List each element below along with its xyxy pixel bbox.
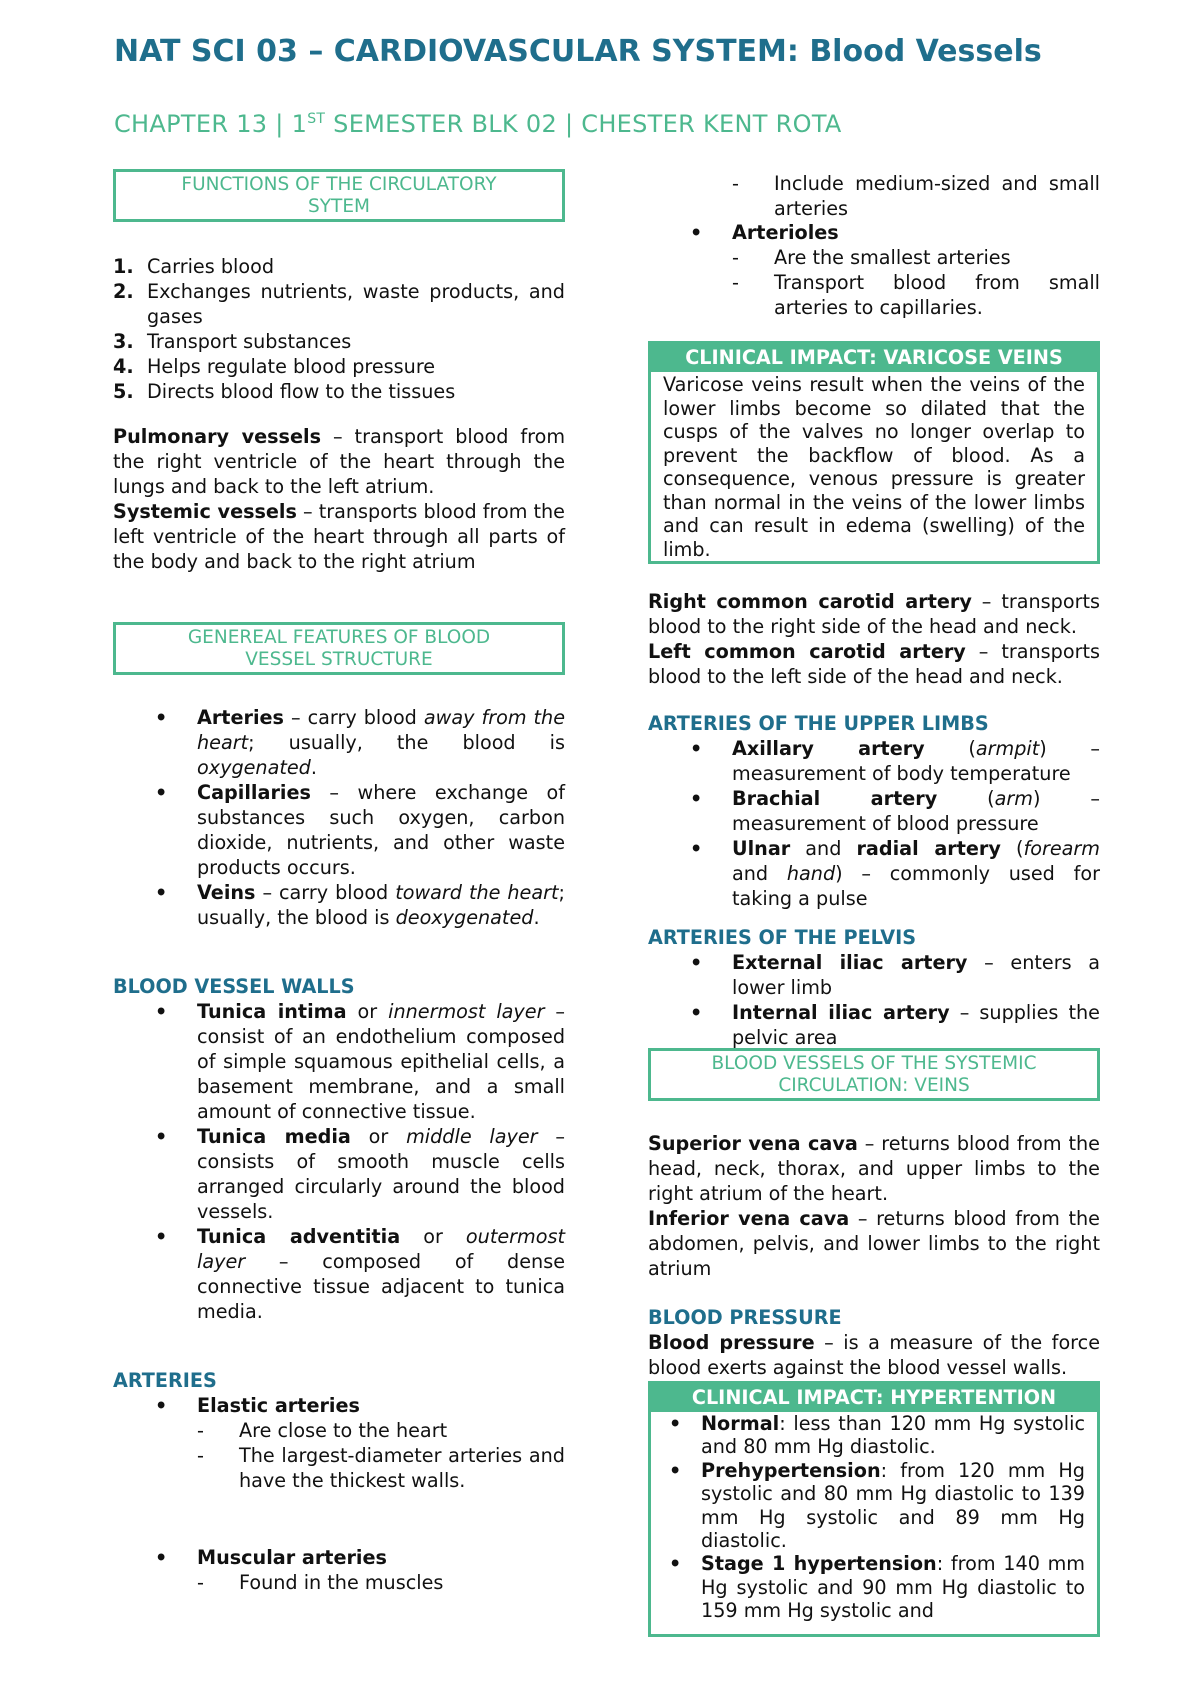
functions-box-line-2: SYTEM [308, 196, 370, 217]
superior-term: Superior vena cava [648, 1132, 858, 1155]
brachial-term: Brachial artery [732, 787, 938, 810]
wall-text: or [400, 1225, 466, 1248]
brachial-text: ( [937, 787, 995, 810]
wall-text: – consist of an endothelium composed of simple squamous epithelial cells, a basement membrane, and a small amount of connective tissue. [197, 1000, 565, 1123]
list-item [113, 379, 565, 404]
varicose-veins-text: Varicose veins result when the veins of the lower limbs become so dilated that the cusps of the valves no longer overlap to prevent the backflow of blood. As a consequence, venous pressure is greater than normal in the veins of the lower limbs and can result in edema (swelling) of the limb. [663, 373, 1085, 561]
bp-text: – is a measure of the force blood exerts against the blood vessel walls. [648, 1331, 1100, 1379]
list-item [648, 786, 1100, 836]
veins-emphasis: toward the heart [395, 881, 559, 904]
list-item [113, 354, 565, 379]
arteries-text: . [310, 756, 317, 779]
wall-text: – composed of dense connective tissue adjacent to tunica media. [197, 1250, 565, 1323]
arteries-text: – carry blood [283, 706, 424, 729]
systemic-term: Systemic vessels [113, 500, 297, 523]
right-carotid-text: – transports blood to the right side of the head and neck. [648, 590, 1100, 638]
features-list [113, 705, 565, 930]
axillary-emphasis: armpit [975, 737, 1040, 760]
functions-box-line-1: FUNCTIONS OF THE CIRCULATORY [181, 174, 497, 195]
pelvis-term: Internal iliac artery [732, 1001, 950, 1024]
list-item [113, 329, 565, 354]
features-box-line-1: GENEREAL FEATURES OF BLOOD [187, 627, 491, 648]
wall-alt: middle layer [406, 1125, 538, 1148]
list-item [113, 1393, 565, 1493]
ulnar-text: ( [1000, 837, 1024, 860]
inferior-vena-cava-definition [648, 1206, 1100, 1281]
arteries-emphasis: away from the heart [197, 706, 566, 754]
list-item [648, 1000, 1100, 1050]
capillaries-term: Capillaries [197, 781, 311, 804]
pulmonary-term: Pulmonary vessels [113, 425, 321, 448]
superior-text: – returns blood from the head, neck, thorax, and upper limbs to the right atrium of the heart. [648, 1132, 1100, 1205]
item-number: 2. [113, 280, 134, 303]
list-item [651, 1459, 1085, 1553]
wall-text: or [350, 1125, 407, 1148]
elastic-sublist [197, 1418, 565, 1493]
elastic-term: Elastic arteries [197, 1394, 360, 1417]
bp-range: : less than 120 mm Hg systolic and 80 mm Hg diastolic. [701, 1412, 1085, 1459]
item-text: Helps regulate blood pressure [147, 355, 436, 378]
list-item [648, 836, 1100, 911]
systemic-definition [113, 499, 565, 574]
veins-box-line-2: CIRCULATION: VEINS [778, 1075, 970, 1096]
item-number: 4. [113, 355, 134, 378]
hypertension-box [648, 1381, 1100, 1637]
list-item [113, 1224, 565, 1324]
axillary-term: Axillary artery [732, 737, 925, 760]
walls-list [113, 999, 565, 1324]
hypertension-list [651, 1412, 1097, 1623]
list-item: - Are the smallest arteries [648, 245, 1100, 270]
inferior-text: – returns blood from the abdomen, pelvis, and lower limbs to the right atrium [648, 1207, 1100, 1280]
list-item [113, 1545, 565, 1595]
muscular-continued-list [732, 171, 1100, 221]
arteries-heading: ARTERIES [113, 1369, 217, 1392]
pulmonary-definition [113, 424, 565, 499]
left-carotid-text: – transports blood to the left side of the head and neck. [648, 640, 1100, 688]
functions-section-box [113, 169, 565, 222]
subtitle-chapter: CHAPTER 13 | 1 [114, 110, 308, 138]
list-item [651, 1412, 1085, 1459]
carotid-definitions [648, 589, 1100, 689]
bp-range: : from 140 mm Hg systolic and 90 mm Hg diastolic to 159 mm Hg systolic and [701, 1552, 1086, 1623]
list-item: - Transport blood from small arteries to capillaries. [648, 270, 1100, 320]
wall-alt: innermost layer [388, 1000, 545, 1023]
arterioles-sublist [732, 245, 1100, 320]
wall-term: Tunica intima [197, 1000, 347, 1023]
features-section-box [113, 622, 565, 675]
subtitle-superscript: ST [307, 111, 326, 127]
ulnar-text: and [732, 862, 787, 885]
item-number: 1. [113, 255, 134, 278]
item-text: Carries blood [147, 255, 274, 278]
list-item [648, 736, 1100, 786]
walls-heading: BLOOD VESSEL WALLS [113, 975, 355, 998]
item-number: 3. [113, 330, 134, 353]
wall-term: Tunica media [197, 1125, 351, 1148]
list-item [113, 880, 565, 930]
muscular-sublist [197, 1570, 565, 1595]
page-subtitle [114, 110, 1164, 138]
vessel-definitions [113, 424, 565, 574]
list-item [648, 220, 1100, 320]
blood-pressure-definition [648, 1330, 1100, 1380]
list-item: - Are close to the heart [113, 1418, 565, 1443]
right-carotid-definition [648, 589, 1100, 639]
muscular-arteries-list [113, 1545, 565, 1595]
pelvis-list [648, 950, 1100, 1050]
brachial-emphasis: arm [994, 787, 1033, 810]
list-item: - Include medium-sized and small arteries [732, 171, 1100, 221]
inferior-term: Inferior vena cava [648, 1207, 850, 1230]
item-number: 5. [113, 380, 134, 403]
hypertension-title: CLINICAL IMPACT: HYPERTENTION [651, 1384, 1097, 1412]
arteries-text: ; usually, the blood is [248, 731, 565, 754]
bp-range: : from 120 mm Hg systolic and 80 mm Hg diastolic to 139 mm Hg systolic and 89 mm Hg diastolic. [701, 1458, 1085, 1553]
superior-vena-cava-definition [648, 1131, 1100, 1206]
varicose-veins-box [648, 341, 1100, 564]
wall-text: – consists of smooth muscle cells arranged circularly around the blood vessels. [197, 1125, 565, 1223]
pelvis-term: External iliac artery [732, 951, 968, 974]
ulnar-term: Ulnar [732, 837, 791, 860]
veins-text: . [533, 906, 540, 929]
item-text: Exchanges nutrients, waste products, and gases [147, 280, 565, 328]
arterioles-list [648, 220, 1100, 320]
ulnar-text: and [790, 837, 857, 860]
bp-category: Normal [701, 1412, 780, 1435]
left-carotid-definition [648, 639, 1100, 689]
list-item [113, 780, 565, 880]
upper-limbs-heading: ARTERIES OF THE UPPER LIMBS [648, 712, 989, 735]
vena-cava-definitions [648, 1131, 1100, 1281]
brachial-text: ) – measurement of blood pressure [732, 787, 1100, 835]
upper-limbs-list [648, 736, 1100, 911]
pelvis-heading: ARTERIES OF THE PELVIS [648, 926, 917, 949]
arteries-emphasis: oxygenated [197, 756, 311, 779]
ulnar-emphasis: hand [786, 862, 836, 885]
wall-alt: outermost layer [197, 1225, 565, 1273]
bp-term: Blood pressure [648, 1331, 815, 1354]
list-item [113, 279, 565, 329]
pelvis-text: – enters a lower limb [732, 951, 1101, 999]
veins-text: – carry blood [255, 881, 396, 904]
veins-text: ; usually, the blood is [197, 881, 565, 929]
arterioles-term: Arterioles [732, 221, 839, 244]
pelvis-text: – supplies the pelvic area [732, 1001, 1100, 1049]
ulnar-text: ) – commonly used for taking a pulse [732, 862, 1100, 910]
veins-section-box [648, 1048, 1100, 1101]
list-item [113, 705, 565, 780]
list-item [648, 950, 1100, 1000]
radial-term: radial artery [856, 837, 1001, 860]
capillaries-text: – where exchange of substances such oxygen, carbon dioxide, nutrients, and other waste products occurs. [197, 781, 565, 879]
list-item: - Found in the muscles [113, 1570, 565, 1595]
features-box-line-2: VESSEL STRUCTURE [245, 649, 433, 670]
veins-term: Veins [197, 881, 256, 904]
right-carotid-term: Right common carotid artery [648, 590, 972, 613]
item-text: Transport substances [147, 330, 352, 353]
varicose-veins-title: CLINICAL IMPACT: VARICOSE VEINS [651, 344, 1097, 372]
wall-text: or [346, 1000, 389, 1023]
list-item [113, 999, 565, 1124]
ulnar-emphasis: forearm [1023, 837, 1100, 860]
veins-box-line-1: BLOOD VESSELS OF THE SYSTEMIC [711, 1053, 1037, 1074]
item-text: Directs blood flow to the tissues [147, 380, 456, 403]
page-title: NAT SCI 03 – CARDIOVASCULAR SYSTEM: Blood Vessels [114, 34, 1042, 69]
muscular-term: Muscular arteries [197, 1546, 387, 1569]
functions-list [113, 254, 565, 404]
veins-emphasis: deoxygenated [395, 906, 534, 929]
list-item: - The largest-diameter arteries and have the thickest walls. [113, 1443, 565, 1493]
list-item [113, 254, 565, 279]
arteries-term: Arteries [197, 706, 284, 729]
systemic-text: – transports blood from the left ventricle of the heart through all parts of the body and back to the right atrium [113, 500, 565, 573]
blood-pressure-heading: BLOOD PRESSURE [648, 1306, 842, 1329]
list-item [651, 1552, 1085, 1622]
left-carotid-term: Left common carotid artery [648, 640, 966, 663]
bp-category: Prehypertension [701, 1458, 881, 1482]
subtitle-details: SEMESTER BLK 02 | CHESTER KENT ROTA [325, 110, 842, 138]
list-item [113, 1124, 565, 1224]
axillary-text: ( [924, 737, 976, 760]
elastic-arteries-list [113, 1393, 565, 1493]
wall-term: Tunica adventitia [197, 1225, 401, 1248]
bp-category: Stage 1 hypertension [701, 1552, 937, 1576]
axillary-text: ) – measurement of body temperature [732, 737, 1101, 785]
pulmonary-text: – transport blood from the right ventricle of the heart through the lungs and back to the left atrium. [113, 425, 566, 498]
